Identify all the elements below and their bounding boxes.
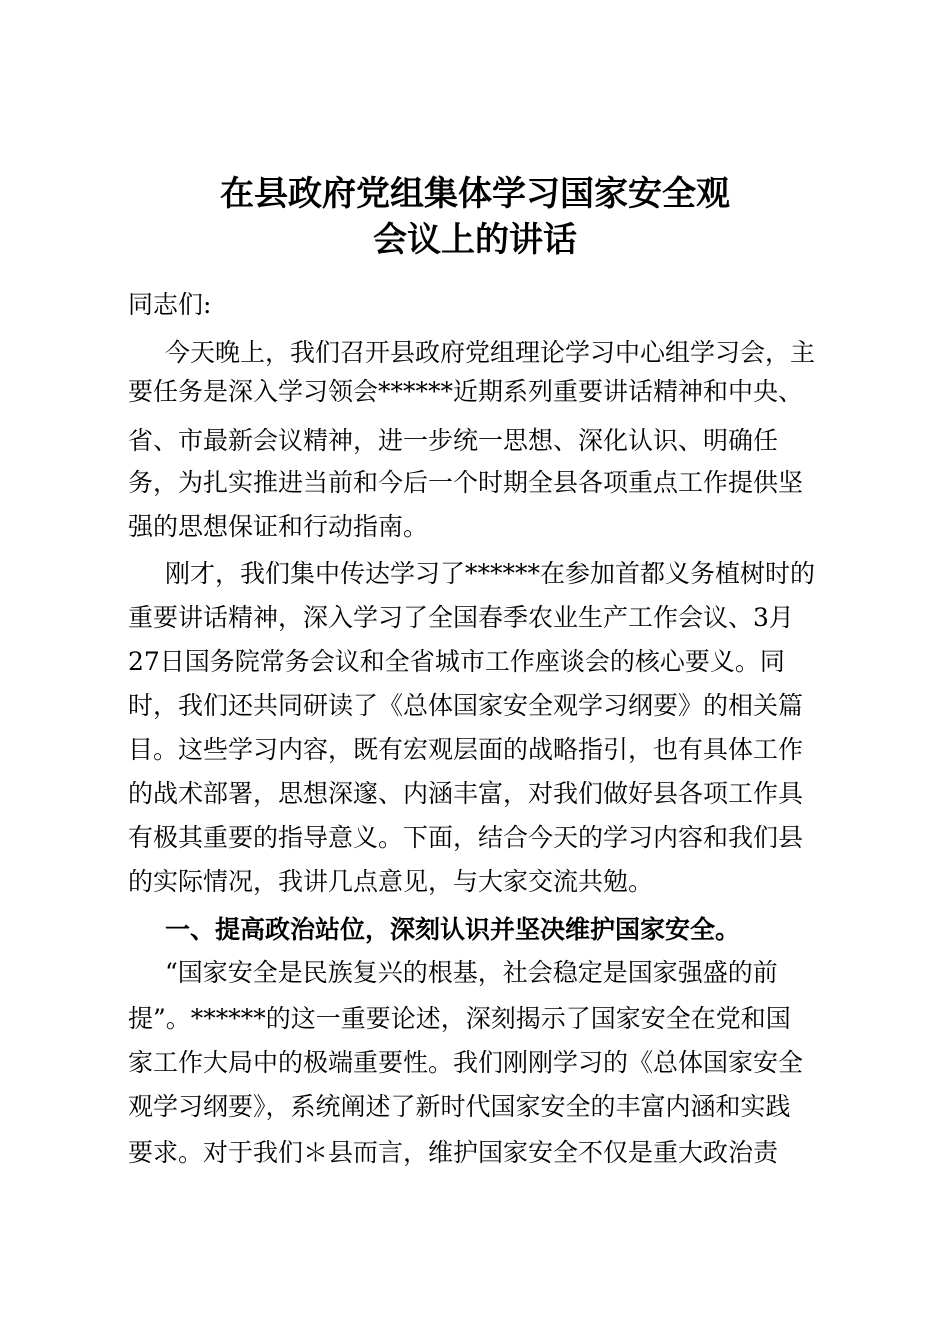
paragraph-2-line: 刚才，我们集中传达学习了******在参加首都义务植树时的 [165,559,816,588]
document-title-line-2: 会议上的讲话 [373,220,577,260]
paragraph-2-line: 目。这些学习内容，既有宏观层面的战略指引，也有具体工作 [128,735,804,764]
paragraph-1-line: 强的思想保证和行动指南。 [128,512,429,541]
paragraph-2-line: 重要讲话精神，深入学习了全国春季农业生产工作会议、3月 [128,603,794,632]
paragraph-3-line: 提”。******的这一重要论述，深刻揭示了国家安全在党和国 [128,1004,791,1033]
paragraph-1-line: 务，为扎实推进当前和今后一个时期全县各项重点工作提供坚 [128,468,804,497]
paragraph-3-line: 要求。对于我们＊县而言，维护国家安全不仅是重大政治责 [128,1138,779,1167]
paragraph-2-line: 27日国务院常务会议和全省城市工作座谈会的核心要义。同 [128,647,785,676]
document-title-line-1: 在县政府党组集体学习国家安全观 [220,174,730,214]
section-heading-1: 一、提高政治站位，深刻认识并坚决维护国家安全。 [165,915,741,944]
paragraph-2-line: 的战术部署，思想深邃、内涵丰富，对我们做好县各项工作具 [128,779,804,808]
paragraph-2-line: 有极其重要的指导意义。下面，结合今天的学习内容和我们县 [128,823,804,852]
salutation: 同志们: [128,290,212,319]
paragraph-3-line: “国家安全是民族复兴的根基，社会稳定是国家强盛的前 [165,958,778,987]
paragraph-2-line: 的实际情况，我讲几点意见，与大家交流共勉。 [128,867,654,896]
paragraph-1-line: 今天晚上，我们召开县政府党组理论学习中心组学习会，主 [165,338,816,367]
paragraph-1-line: 要任务是深入学习领会******近期系列重要讲话精神和中央、 [128,377,804,406]
paragraph-2-line: 时，我们还共同研读了《总体国家安全观学习纲要》的相关篇 [128,691,804,720]
paragraph-3-line: 观学习纲要》，系统阐述了新时代国家安全的丰富内涵和实践 [128,1092,791,1121]
paragraph-3-line: 家工作大局中的极端重要性。我们刚刚学习的《总体国家安全 [128,1048,804,1077]
paragraph-1-line: 省、市最新会议精神，进一步统一思想、深化认识、明确任 [128,426,779,455]
